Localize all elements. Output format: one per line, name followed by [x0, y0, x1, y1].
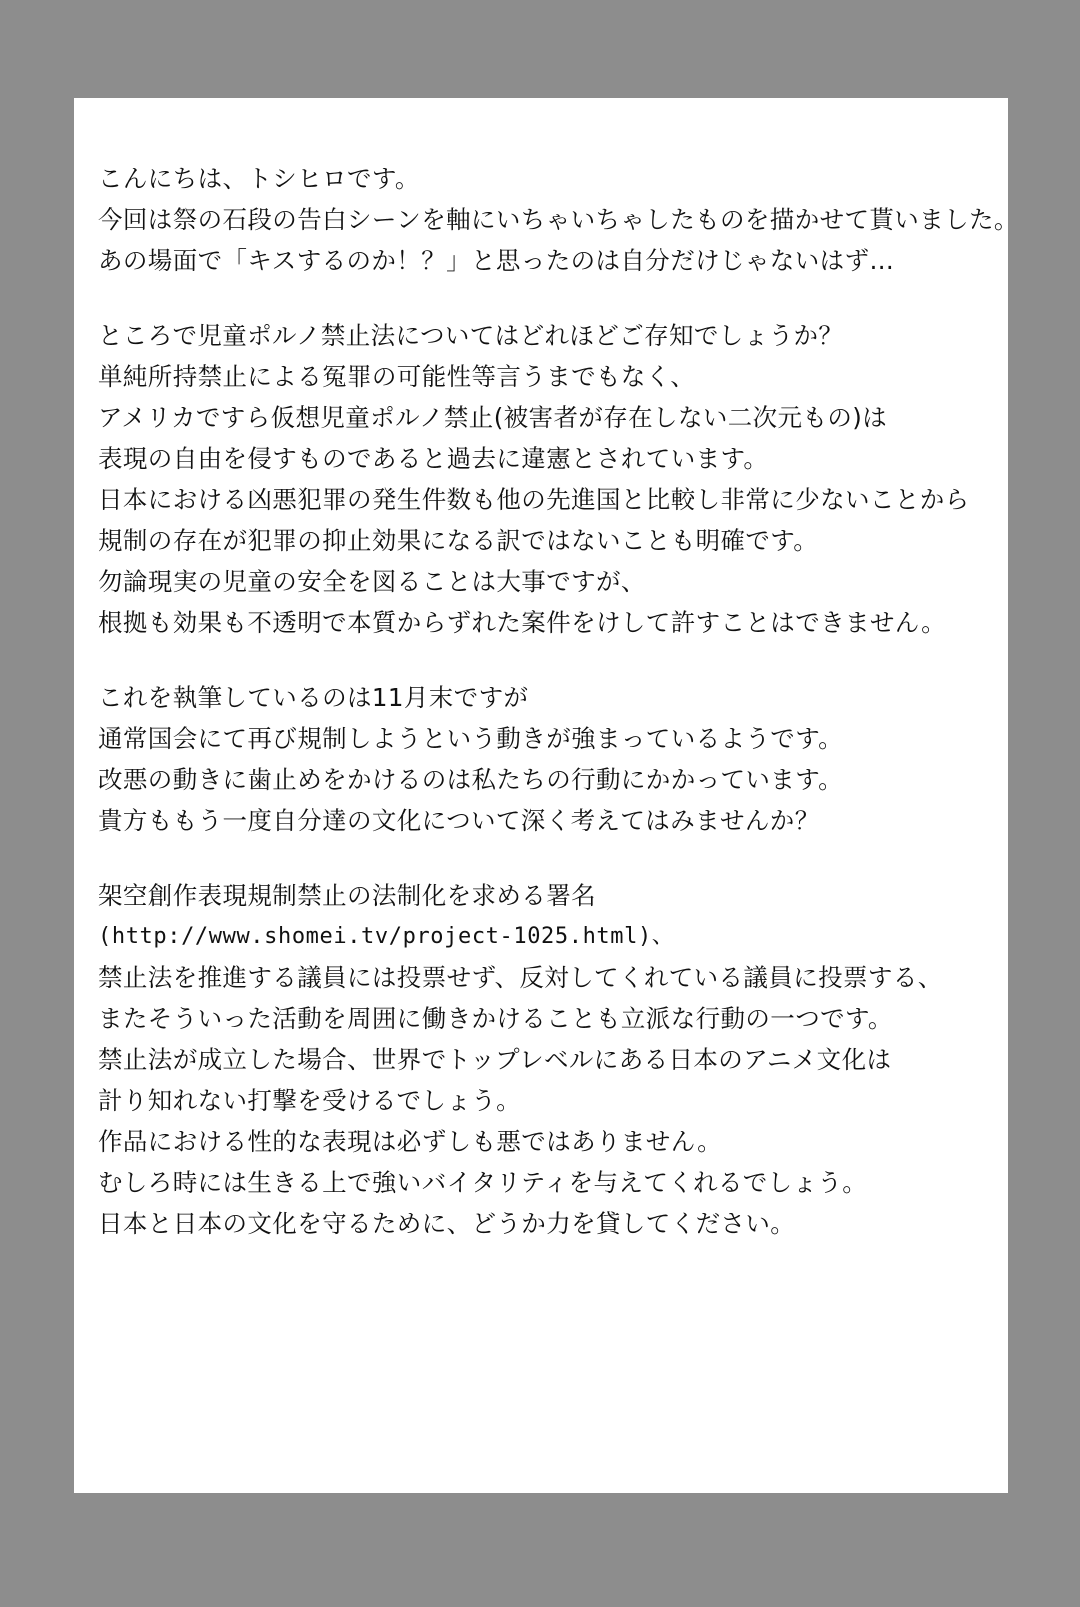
- text-line: 今回は祭の石段の告白シーンを軸にいちゃいちゃしたものを描かせて貰いました。: [98, 205, 1019, 234]
- text-line: 日本における凶悪犯罪の発生件数も他の先進国と比較し非常に少ないことから: [98, 485, 970, 514]
- text-line: 作品における性的な表現は必ずしも悪ではありません。: [98, 1127, 722, 1156]
- text-line: またそういった活動を周囲に働きかけることも立派な行動の一つです。: [98, 1004, 893, 1033]
- text-line: (http://www.shomei.tv/project-1025.html)、: [98, 924, 675, 949]
- text-line: 禁止法が成立した場合、世界でトップレベルにある日本のアニメ文化は: [98, 1045, 892, 1074]
- text-line: 日本と日本の文化を守るために、どうか力を貸してください。: [98, 1209, 796, 1238]
- text-line: 架空創作表現規制禁止の法制化を求める署名: [98, 881, 596, 910]
- text-line: 貴方ももう一度自分達の文化について深く考えてはみませんか？: [98, 806, 820, 835]
- paragraph-current-situation: [98, 677, 984, 841]
- text-line: 計り知れない打撃を受けるでしょう。: [98, 1086, 522, 1115]
- paragraph-petition: [98, 875, 984, 1244]
- paragraph-greeting: [98, 158, 1019, 281]
- text-line: 勿論現実の児童の安全を図ることは大事ですが、: [98, 567, 646, 596]
- text-line: 単純所持禁止による冤罪の可能性等言うまでもなく、: [98, 362, 696, 391]
- document-page: [74, 98, 1019, 1493]
- text-line: 規制の存在が犯罪の抑止効果になる訳ではないことも明確です。: [98, 526, 819, 555]
- text-line: 改悪の動きに歯止めをかけるのは私たちの行動にかかっています。: [98, 765, 844, 794]
- text-line: 表現の自由を侵すものであると過去に違憲とされています。: [98, 444, 769, 473]
- text-line: 通常国会にて再び規制しようという動きが強まっているようです。: [98, 724, 844, 753]
- text-line: あの場面で「キスするのか！？」と思ったのは自分だけじゃないはず…: [98, 246, 895, 275]
- text-line: これを執筆しているのは11月末ですが: [98, 683, 529, 712]
- text-line: こんにちは、トシヒロです。: [98, 164, 420, 193]
- text-line: むしろ時には生きる上で強いバイタリティを与えてくれるでしょう。: [98, 1168, 868, 1197]
- text-line: アメリカですら仮想児童ポルノ禁止(被害者が存在しない二次元もの)は: [98, 403, 888, 432]
- text-line: 根拠も効果も不透明で本質からずれた案件をけして許すことはできません。: [98, 608, 947, 637]
- text-line: ところで児童ポルノ禁止法についてはどれほどご存知でしょうか？: [98, 321, 844, 350]
- text-line: 禁止法を推進する議員には投票せず、反対してくれている議員に投票する、: [98, 963, 943, 992]
- paragraph-law-discussion: [98, 315, 984, 643]
- afterword-text-block: [98, 158, 1019, 1244]
